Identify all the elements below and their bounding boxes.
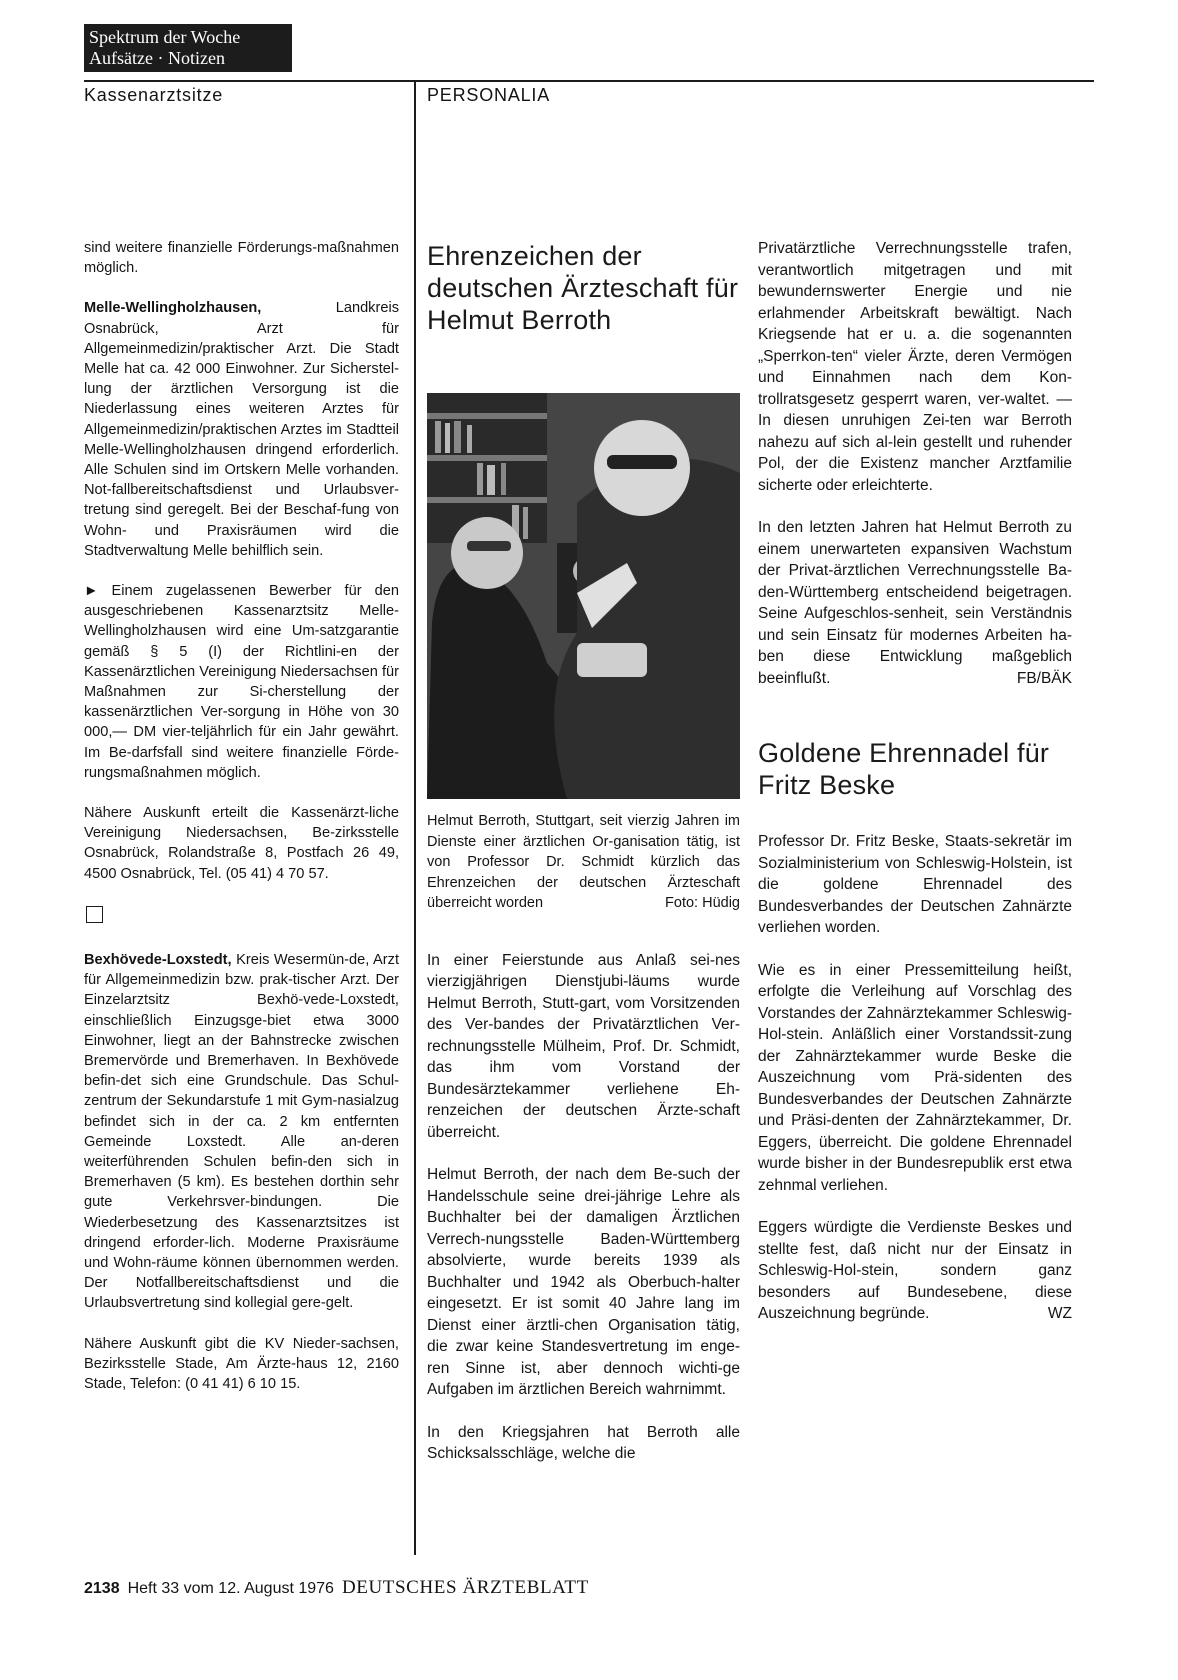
- place-keyword: Melle-Wellingholzhausen,: [84, 300, 262, 317]
- column-divider: [414, 80, 416, 1555]
- photo-credit: Foto: Hüdig: [665, 895, 740, 911]
- photo-ceremony: [427, 393, 740, 799]
- paragraph-auskunft-osnabrueck: Nähere Auskunft erteilt die Kassenärzt-liche Vereinigung Niedersachsen, Be-zirksstelle Osnabrück, Rolandstraße 8, Postfach 26 49, 4500 Osnabrück, Tel. (05 41) 4 70 57.: [84, 805, 399, 882]
- place-keyword: Bexhövede-Loxstedt,: [84, 951, 232, 968]
- headline-goldene-ehrennadel: Goldene Ehrennadel für Fritz Beske: [758, 738, 1050, 800]
- header-rule: [84, 80, 1094, 82]
- paragraph-berroth-2: Helmut Berroth, der nach dem Be-such der Handelsschule seine drei-jährige Lehre als Buchhalter bei der damaligen Ärztlichen Verrech-nungsstelle Baden-Württemberg absolvierte, wurde bereits 1939 als Buchhalter und 1942 als Oberbuch-halter eingesetzt. Er ist somit 40 Jahre lang im Dienst einer ärztli-chen Organisation tätig, die zwar keine Standesvertretung im enge-ren Sinne ist, aber dennoch wichti-ge Aufgaben im ärztlichen Bereich wahrnimmt.: [427, 1166, 740, 1398]
- badge-line-2: Aufsätze · Notizen: [89, 48, 225, 68]
- paragraph-text: Einem zugelassenen Bewerber für den ausgeschriebenen Kassenarztsitz Melle-Wellingholzhausen wird eine Um-satzgarantie gemäß § 5 (I) der Richtlini-en der Kassenärztlichen Vereinigung Niedersachsen für Maßnahmen zur Si-cherstellung der kassenärztlichen Ver-sorgung in Höhe von 30 000,— DM vier-teljährlich für ein Jahr gewährt. Im Be-darfsfall sind weitere finanzielle Förde-rungsmaßnahmen möglich.: [84, 583, 399, 781]
- paragraph-text: Eggers würdigte die Verdienste Beskes und stellte fest, daß nicht nur der Einsatz in Schleswig-Hol-stein, sondern ganz besonders auf Bundesebene, diese Auszeichnung begründe.: [758, 1219, 1072, 1322]
- entry-melle: [84, 298, 399, 561]
- paragraph-beske-2: Wie es in einer Pressemitteilung heißt, erfolgte die Verleihung auf Vorschlag des Vorstandes der Zahnärztekammer Schleswig-Hol-stein. Anläßlich einer Vorstandssit-zung der Zahnärztekammer wurde Beske die Auszeichnung vom Prä-sidenten des Bundesverbandes der Deutschen Zahnärzte und Präsi-denten der Zahnärztekammer, Dr. Eggers, überreicht. Die goldene Ehrennadel wurde bisher in der Bundesrepublik erst etwa zehnmal verliehen.: [758, 961, 1072, 1194]
- section-badge: [84, 24, 292, 72]
- photo-ceremony-image: [427, 393, 740, 799]
- paragraph-auskunft-stade: Nähere Auskunft gibt die KV Nieder-sachsen, Bezirksstelle Stade, Am Ärzte-haus 12, 2160 Stade, Telefon: (0 41 41) 6 10 15.: [84, 1335, 399, 1392]
- paragraph-beske-3: [758, 1217, 1072, 1325]
- arrow-bullet-icon: ►: [84, 583, 99, 600]
- entry-bexhoevede: [84, 950, 399, 1314]
- signature-fb-baek: FB/BÄK: [1016, 669, 1072, 687]
- column-kassenarztsitze: [84, 238, 399, 1414]
- page-number: 2138: [84, 1580, 120, 1597]
- paragraph-intro: sind weitere finanzielle Förderungs-maßnahmen möglich.: [84, 240, 399, 277]
- separator-box-icon: [86, 906, 103, 923]
- paragraph-beske-1: Professor Dr. Fritz Beske, Staats-sekretär im Sozialministerium von Schleswig-Holstein, ist die goldene Ehrennadel des Bundesverbandes der Deutschen Zahnärzte verliehen worden.: [758, 833, 1072, 936]
- paragraph-berroth-cont-2: [758, 517, 1072, 689]
- entry-text: Landkreis Osnabrück, Arzt für Allgemeinmedizin/praktischer Arzt. Die Stadt Melle hat ca. 42 000 Einwohner. Zur Sicherstel-lung der ärztlichen Versorgung ist die Niederlassung eines weiteren Arztes für Allgemeinmedizin/praktischen Arztes im Stadtteil Melle-Wellingholzhausen dringend erforderlich. Alle Schulen sind im Ortskern Melle vorhanden. Not-fallbereitschaftsdienst und Urlaubsver-tretung sind geregelt. Bei der Beschaf-fung von Wohn- und Praxisräumen wird die Stadtverwaltung Melle behilflich sein.: [84, 300, 399, 559]
- badge-line-1: Spektrum der Woche: [89, 27, 241, 47]
- caption-text: Helmut Berroth, Stuttgart, seit vierzig Jahren im Dienste einer ärztlichen Or-ganisation tätig, ist von Professor Dr. Schmidt kürzlich das Ehrenzeichen der deutschen Ärzteschaft überreicht worden: [427, 813, 740, 911]
- paragraph-berroth-1: In einer Feierstunde aus Anlaß sei-nes vierzigjährigen Dienstjubi-läums wurde Helmut Berroth, Stutt-gart, vom Vorsitzenden des Ver-bandes der Privatärztlichen Ver-rechnungsstelle Mülheim, Prof. Dr. Schmidt, das ihm vom Vorstand der Bundesärztekammer verliehene Eh-renzeichen der deutschen Ärzte-schaft überreicht.: [427, 951, 740, 1141]
- section-title-personalia: PERSONALIA: [427, 85, 551, 105]
- section-title-kassenarztsitze: Kassenarztsitze: [84, 85, 224, 105]
- photo-caption: [427, 811, 740, 914]
- column-personalia-berroth: [427, 240, 740, 1486]
- column-personalia-beske: [758, 238, 1072, 1346]
- paragraph-berroth-3: In den Kriegsjahren hat Berroth alle Schicksalsschläge, welche die: [427, 1423, 740, 1462]
- paragraph-berroth-cont-1: Privatärztliche Verrechnungsstelle trafen, verantwortlich mitgetragen und mit bewundernswerter Energie und nie erlahmender Arbeitskraft bewältigt. Nach Kriegsende hat er u. a. die sogenannten „Sperrkon-ten“ vieler Ärzte, deren Vermögen und Einnahmen nach dem Kon-trollratsgesetz gesperrt waren, ver-waltet. — In diesen unruhigen Zei-ten war Berroth nahezu auf sich al-lein gestellt und ruhender Pol, der die Existenz mancher Arztfamilie sicherte oder erleichterte.: [758, 240, 1072, 494]
- page-footer: [84, 1577, 589, 1599]
- signature-wz: WZ: [1047, 1305, 1072, 1322]
- issue-info: Heft 33 vom 12. August 1976: [127, 1580, 334, 1597]
- magazine-title: DEUTSCHES ÄRZTEBLATT: [341, 1577, 589, 1598]
- paragraph-bewerber: [84, 581, 399, 783]
- paragraph-text: In den letzten Jahren hat Helmut Berroth zu einem unerwarteten expansiven Wachstum der Privat-ärztlichen Verrechnungsstelle Ba-den-Württemberg entscheidend beigetragen. Seine Aufgeschlos-senheit, sein Verständnis und sein Einsatz für modernes Arbeiten ha-ben diese Entwicklung maßgeblich beeinflußt.: [758, 519, 1072, 687]
- entry-text: Kreis Wesermün-de, Arzt für Allgemeinmedizin bzw. prak-tischer Arzt. Der Einzelarztsitz Bexhö-vede-Loxstedt, einschließlich Einzugsge-biet etwa 3000 Einwohner, liegt an der Bahnstrecke zwischen Bremervörde und Bremerhaven. In Bexhövede befin-det sich eine Grundschule. Das Schul-zentrum der Sekundarstufe 1 mit Gym-nasialzug befindet sich in der ca. 2 km entfernten Gemeinde Loxstedt. Alle an-deren weiterführenden Schulen befin-den sich in Bremerhaven (5 km). Es bestehen dorthin sehr gute Verkehrsver-bindungen. Die Wiederbesetzung des Kassenarztsitzes ist dringend erforder-lich. Moderne Praxisräume und Wohn-räume können übernommen werden. Der Notfallbereitschaftsdienst und die Urlaubsvertretung sind kollegial gere-gelt.: [84, 951, 399, 1312]
- headline-ehrenzeichen: Ehrenzeichen der deutschen Ärzteschaft für Helmut Berroth: [427, 241, 739, 335]
